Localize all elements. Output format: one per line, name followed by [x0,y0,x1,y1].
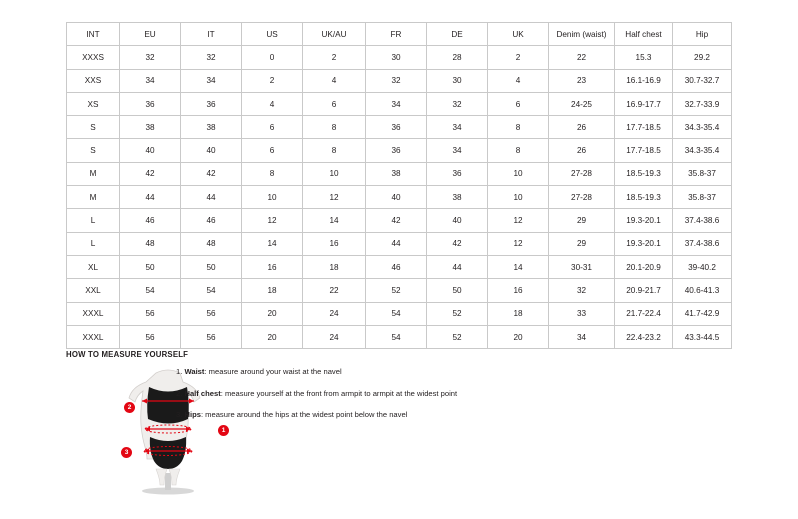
table-cell: 42 [427,232,488,255]
table-cell: XS [67,92,120,115]
table-cell: 34 [181,69,242,92]
table-cell: 52 [366,279,427,302]
marker-badge-2: 2 [124,402,135,413]
table-cell: 34.3-35.4 [673,139,732,162]
table-cell: 42 [181,162,242,185]
table-cell: 2 [242,69,303,92]
table-cell: XXS [67,69,120,92]
table-cell: XXL [67,279,120,302]
table-header-cell: UK [488,23,549,46]
table-cell: 22.4-23.2 [615,325,673,348]
table-cell: 34 [366,92,427,115]
table-cell: 18 [488,302,549,325]
table-cell: 44 [366,232,427,255]
table-cell: 6 [303,92,366,115]
table-cell: 32 [549,279,615,302]
table-cell: 15.3 [615,46,673,69]
table-cell: 21.7-22.4 [615,302,673,325]
measure-note-text: : measure around your waist at the navel [204,367,342,376]
table-row [67,139,732,162]
table-cell: XL [67,255,120,278]
table-row [67,279,732,302]
table-cell: 16 [303,232,366,255]
table-cell: 22 [549,46,615,69]
table-cell: S [67,116,120,139]
table-cell: 32 [120,46,181,69]
table-cell: 56 [120,325,181,348]
table-row [67,255,732,278]
table-cell: 54 [181,279,242,302]
table-cell: 32.7-33.9 [673,92,732,115]
table-cell: 52 [427,325,488,348]
table-cell: 16 [242,255,303,278]
table-cell: 10 [488,186,549,209]
table-row [67,69,732,92]
table-cell: 8 [488,139,549,162]
table-cell: 46 [120,209,181,232]
table-cell: 8 [242,162,303,185]
how-to-measure-section [66,365,746,495]
table-cell: 29 [549,209,615,232]
table-cell: 26 [549,139,615,162]
table-cell: 48 [120,232,181,255]
table-cell: 36 [181,92,242,115]
table-cell: 8 [488,116,549,139]
table-cell: 17.7-18.5 [615,116,673,139]
table-cell: 20 [242,302,303,325]
table-header-cell: Denim (waist) [549,23,615,46]
table-cell: 27-28 [549,162,615,185]
table-header-cell: US [242,23,303,46]
size-chart-table [66,22,732,349]
table-cell: 12 [303,186,366,209]
table-cell: 42 [366,209,427,232]
table-row [67,186,732,209]
table-header-cell: IT [181,23,242,46]
table-cell: 24-25 [549,92,615,115]
table-cell: 38 [366,162,427,185]
measure-note [176,367,696,376]
size-chart-container [66,22,731,349]
table-cell: 40 [181,139,242,162]
table-cell: 32 [366,69,427,92]
table-cell: 12 [488,232,549,255]
table-cell: 36 [366,116,427,139]
table-cell: 18.5-19.3 [615,186,673,209]
table-cell: 40.6-41.3 [673,279,732,302]
table-cell: L [67,209,120,232]
table-cell: 40 [366,186,427,209]
table-cell: 30 [427,69,488,92]
table-cell: 40 [120,139,181,162]
measure-notes-list [176,367,696,432]
table-cell: 54 [366,302,427,325]
table-cell: 17.7-18.5 [615,139,673,162]
table-cell: 19.3-20.1 [615,232,673,255]
table-header-row [67,23,732,46]
table-header-cell: Hip [673,23,732,46]
table-cell: 2 [488,46,549,69]
table-header-cell: INT [67,23,120,46]
table-cell: 43.3-44.5 [673,325,732,348]
table-cell: 35.8-37 [673,186,732,209]
table-cell: 18 [303,255,366,278]
table-cell: 44 [427,255,488,278]
table-cell: 34 [427,139,488,162]
table-cell: 6 [242,116,303,139]
table-header-cell: Half chest [615,23,673,46]
table-cell: 36 [427,162,488,185]
table-cell: 38 [427,186,488,209]
table-cell: S [67,139,120,162]
measure-note [176,389,696,398]
table-row [67,209,732,232]
table-cell: 54 [366,325,427,348]
table-cell: 30.7-32.7 [673,69,732,92]
table-cell: 6 [242,139,303,162]
table-cell: 4 [242,92,303,115]
table-cell: 30 [366,46,427,69]
table-cell: 8 [303,139,366,162]
table-cell: 19.3-20.1 [615,209,673,232]
table-cell: 14 [488,255,549,278]
table-cell: 41.7-42.9 [673,302,732,325]
measure-note-term: Hips [184,410,201,420]
table-cell: 16 [488,279,549,302]
table-cell: 26 [549,116,615,139]
table-cell: M [67,186,120,209]
table-cell: 20.1-20.9 [615,255,673,278]
table-cell: 22 [303,279,366,302]
table-cell: 14 [242,232,303,255]
table-cell: 50 [120,255,181,278]
table-header-cell: DE [427,23,488,46]
table-cell: 40 [427,209,488,232]
table-cell: 12 [242,209,303,232]
table-cell: 36 [120,92,181,115]
table-cell: 30-31 [549,255,615,278]
table-cell: 20 [488,325,549,348]
table-cell: 37.4-38.6 [673,232,732,255]
table-cell: 16.1-16.9 [615,69,673,92]
table-cell: 24 [303,325,366,348]
table-row [67,232,732,255]
table-row [67,162,732,185]
table-cell: 50 [181,255,242,278]
table-cell: 34.3-35.4 [673,116,732,139]
measure-note-number: 2. [176,388,183,398]
table-cell: 36 [366,139,427,162]
table-cell: 42 [120,162,181,185]
table-cell: 35.8-37 [673,162,732,185]
table-cell: 23 [549,69,615,92]
table-cell: 8 [303,116,366,139]
table-cell: XXXL [67,302,120,325]
table-cell: 56 [181,325,242,348]
table-cell: 48 [181,232,242,255]
table-cell: 29.2 [673,46,732,69]
table-cell: L [67,232,120,255]
table-cell: 44 [120,186,181,209]
table-cell: XXXS [67,46,120,69]
table-row [67,116,732,139]
table-cell: 44 [181,186,242,209]
table-header-cell: EU [120,23,181,46]
table-cell: 12 [488,209,549,232]
table-cell: 10 [242,186,303,209]
table-cell: 20.9-21.7 [615,279,673,302]
table-header-cell: UK/AU [303,23,366,46]
table-row [67,325,732,348]
table-cell: XXXL [67,325,120,348]
table-cell: 28 [427,46,488,69]
measure-note-term: Half chest [184,388,221,398]
table-cell: 20 [242,325,303,348]
measure-note-number: 3. [176,410,183,420]
table-cell: 37.4-38.6 [673,209,732,232]
table-cell: 0 [242,46,303,69]
table-cell: 54 [120,279,181,302]
table-cell: 46 [366,255,427,278]
table-cell: M [67,162,120,185]
table-cell: 18.5-19.3 [615,162,673,185]
table-header-cell: FR [366,23,427,46]
table-cell: 56 [181,302,242,325]
table-cell: 38 [120,116,181,139]
marker-badge-1: 1 [218,425,229,436]
table-cell: 24 [303,302,366,325]
table-cell: 34 [427,116,488,139]
table-cell: 29 [549,232,615,255]
table-cell: 34 [120,69,181,92]
marker-badge-3: 3 [121,447,132,458]
table-cell: 10 [488,162,549,185]
table-cell: 52 [427,302,488,325]
measure-note-number: 1. [176,367,183,376]
measure-note-text: : measure yourself at the front from armpit to armpit at the widest point [220,388,458,398]
table-row [67,92,732,115]
table-cell: 46 [181,209,242,232]
table-cell: 32 [427,92,488,115]
table-cell: 32 [181,46,242,69]
table-cell: 38 [181,116,242,139]
table-cell: 14 [303,209,366,232]
table-cell: 18 [242,279,303,302]
table-row [67,302,732,325]
table-cell: 4 [488,69,549,92]
table-cell: 4 [303,69,366,92]
table-cell: 10 [303,162,366,185]
table-cell: 2 [303,46,366,69]
table-cell: 27-28 [549,186,615,209]
measure-note [176,410,696,419]
table-cell: 33 [549,302,615,325]
table-cell: 34 [549,325,615,348]
table-cell: 39-40.2 [673,255,732,278]
table-cell: 6 [488,92,549,115]
how-to-measure-title: HOW TO MEASURE YOURSELF [66,350,189,359]
measure-note-text: : measure around the hips at the widest point below the navel [200,410,408,420]
table-row [67,46,732,69]
measure-note-term: Waist [184,367,205,376]
table-cell: 56 [120,302,181,325]
table-cell: 16.9-17.7 [615,92,673,115]
table-cell: 50 [427,279,488,302]
